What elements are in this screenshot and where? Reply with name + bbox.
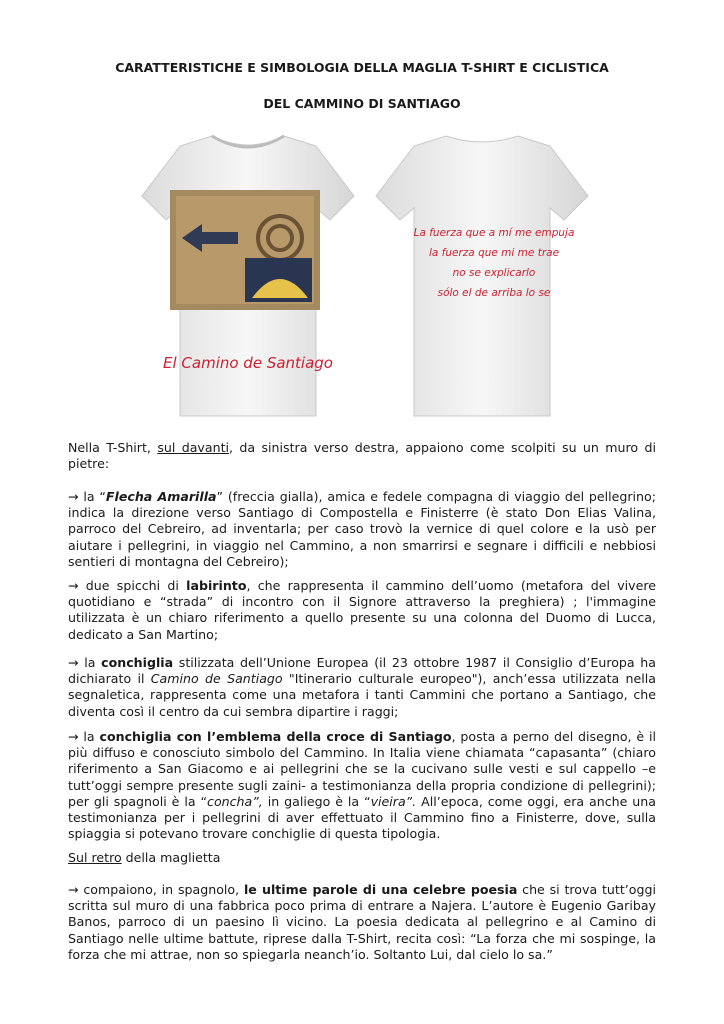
back-shirt-line-2: la fuerza que mi me trae xyxy=(428,247,560,259)
paragraph-conchiglia-ue: → la conchiglia stilizzata dell’Unione Europea (il 23 ottobre 1987 il Consiglio d’Europa ha dichiarato il Camino de Santiago "Itinerario culturale europeo"), anch’essa utilizzata nella segnaletica, rappresenta come una metafora i tanti Cammini che portano a Santiago, che diventa così il centro da cui sembra dipartire i raggi; xyxy=(68,655,657,719)
arrow-icon: → xyxy=(68,882,79,897)
document-title-line-1: CARATTERISTICHE E SIMBOLOGIA DELLA MAGLIA T-SHIRT E CICLISTICA xyxy=(115,60,609,75)
back-tshirt-image xyxy=(374,128,590,420)
front-tshirt-image xyxy=(140,128,356,420)
arrow-icon: → xyxy=(68,489,79,504)
back-shirt-line-4: sólo el de arriba lo se xyxy=(437,287,551,299)
paragraph-poesia: → compaiono, in spagnolo, le ultime parole di una celebre poesia che si trova tutt’oggi scritta sul muro di una fabbrica poco prima di entrare a Najera. L’autore è Eugenio Garibay Banos, parroco di un paesino lì vicino. La poesia dedicata al pellegrino e al Camino di Santiago nelle ultime battute, riprese dalla T-Shirt, recita così: “La forza che mi sospinge, la forza che mi attrae, non so spiegarla neanch’io. Soltanto Lui, dal cielo lo sa.” xyxy=(68,882,656,962)
arrow-icon: → xyxy=(68,655,79,670)
document-title-line-2: DEL CAMMINO DI SANTIAGO xyxy=(263,96,461,111)
paragraph-conchiglia-croce: → la conchiglia con l’emblema della croce di Santiago, posta a perno del disegno, è il più diffuso e conosciuto simbolo del Cammino. In Italia viene chiamata “capasanta” (chiaro riferimento a San Giacomo e ai pellegrini che se la cucivano sulle vesti e sul cappello –e tutt’oggi sempre presente sugli zaini- a testimonianza della propria condizione di pellegrini); per gli spagnoli è la “concha”, in galiego è la “vieira”. All’epoca, come oggi, era anche una testimonianza per i pellegrini di aver effettuato il Cammino fino a Finisterre, dove, sulla spiaggia si potevano trovare conchiglie di questa tipologia. xyxy=(68,729,656,842)
arrow-icon: → xyxy=(68,578,79,593)
back-shirt-line-3: no se explicarlo xyxy=(452,267,536,279)
paragraph-flecha-amarilla: → la “Flecha Amarilla” (freccia gialla), amica e fedele compagna di viaggio del pellegrino; indica la direzione verso Santiago di Compostella e Finisterre (è stato Don Elias Valina, parroco del Cebreiro, ad inventarla; per caso trovò la vernice di quel colore e la usò per aiutare i pellegrini, in viaggio nel Cammino, a non smarrirsi e segnare i difficili e nebbiosi sentieri di montagna del Cebreiro); xyxy=(68,489,656,569)
back-shirt-line-1: La fuerza que a mí me empuja xyxy=(413,227,575,239)
arrow-icon: → xyxy=(68,729,79,744)
paragraph-front-intro: Nella T-Shirt, sul davanti, da sinistra verso destra, appaiono come scolpiti su un muro di pietre: xyxy=(68,440,656,472)
paragraph-labirinto: → due spicchi di labirinto, che rappresenta il cammino dell’uomo (metafora del vivere quotidiano e “strada” di incontro con il Signore attraverso la preghiera) ; l'immagine utilizzata è un chiaro riferimento a quello presente su una colonna del Duomo di Lucca, dedicato a San Martino; xyxy=(68,578,656,642)
front-shirt-caption: El Camino de Santiago xyxy=(163,354,333,372)
paragraph-retro-heading: Sul retro della maglietta xyxy=(68,850,221,865)
